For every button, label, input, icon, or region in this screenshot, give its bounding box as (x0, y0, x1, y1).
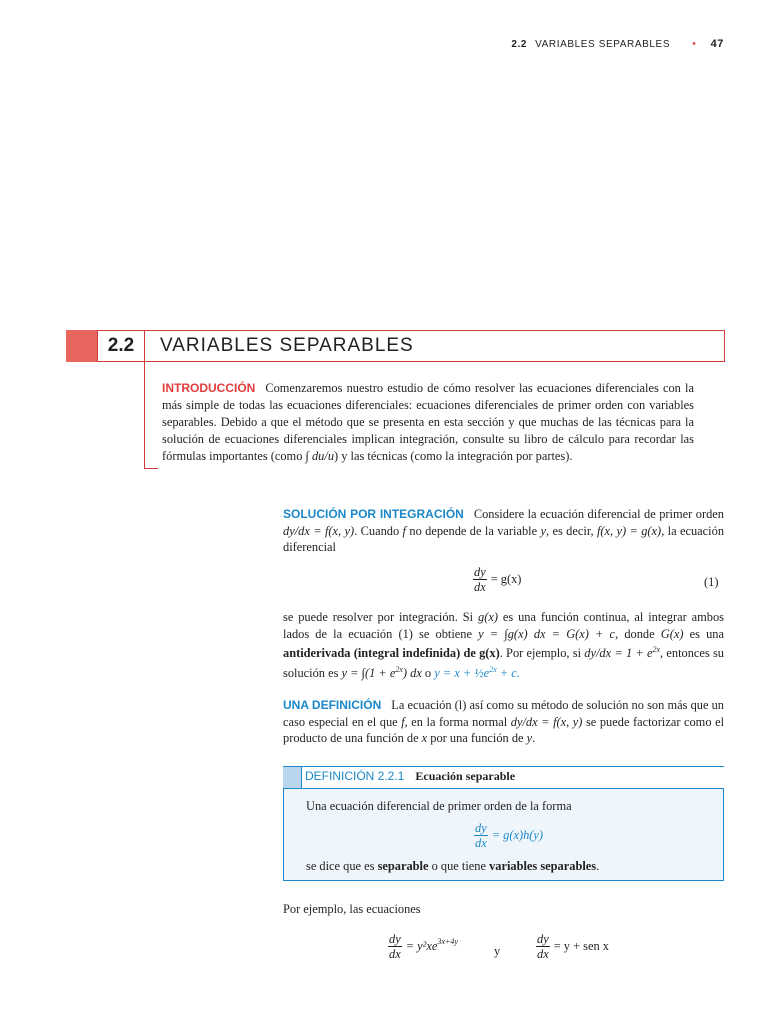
definition-line-1: Una ecuación diferencial de primer orden de la forma (306, 799, 572, 813)
equation-1 (473, 565, 521, 594)
definition-label: DEFINICIÓN 2.2.1 (305, 769, 405, 783)
examples-connector: y (494, 944, 501, 958)
equation-rhs: = y²xe (405, 939, 438, 953)
math: y (526, 731, 533, 745)
intro-text: Comenzaremos nuestro estudio de cómo resolver las ecuaciones diferenciales con la más simple de todas las ecuaciones diferenciales: ecuaciones diferenciales de primer orden con variables separables. Debido a que el método que se presenta en esta sección y que muchas de las técnicas para la solución de ecuaciones diferenciales implican integración, consulte su libro de cálculo para recordar las fórmulas importantes (como (162, 381, 694, 463)
page-number: 47 (710, 38, 724, 50)
text: se dice que es (306, 859, 378, 873)
example-equation-1 (388, 932, 458, 961)
equation-rhs: = g(x)h(y) (491, 828, 544, 842)
definition-box (283, 788, 724, 881)
fraction-denominator: dx (537, 947, 549, 961)
bold-term: antiderivada (integral indefinida) de g(x) (283, 646, 500, 661)
solucion-var: y (540, 523, 546, 538)
definition-equation (474, 821, 543, 850)
math: dy/dx = 1 + e (584, 646, 653, 661)
equation-label: (1) (704, 575, 719, 589)
intro-text-end: ) y las técnicas (como la integración por partes). (334, 449, 573, 463)
solucion-expr: f(x, y) = g(x) (596, 523, 662, 538)
bullet-icon: • (692, 38, 697, 50)
intro-formula: ∫ du/u (305, 449, 335, 463)
math: y = ∫(1 + e (341, 665, 396, 680)
text: . (596, 859, 600, 873)
solucion-text: Considere la ecuación diferencial de primer orden (473, 507, 724, 521)
solucion-paragraph (283, 506, 724, 556)
fraction-denominator: dx (474, 580, 486, 594)
definition-header (283, 766, 724, 788)
definition-tab (283, 767, 302, 788)
integration-paragraph (283, 609, 724, 681)
math-sup: 2x (652, 645, 661, 654)
math: g(x) (478, 610, 498, 624)
text: se puede factorizar como el producto de una función de (283, 714, 725, 745)
text: , entonces su solución es (283, 646, 724, 680)
section-marker (66, 330, 97, 362)
fraction-numerator: dy (389, 932, 401, 946)
math: G(x) (660, 626, 684, 641)
solucion-heading: SOLUCIÓN POR INTEGRACIÓN (283, 507, 464, 521)
intro-paragraph (162, 380, 694, 465)
definicion-paragraph (283, 697, 724, 747)
definition-line-2 (306, 859, 599, 874)
running-header (511, 38, 724, 50)
fraction-denominator: dx (389, 947, 401, 961)
fraction-denominator: dx (475, 836, 487, 850)
text: , donde (615, 626, 661, 641)
solucion-var: f (402, 523, 406, 538)
solucion-text: , es decir, (546, 523, 597, 538)
text: es una (683, 626, 724, 641)
fraction-numerator: dy (475, 821, 487, 835)
section-number: 2.2 (97, 330, 145, 362)
math: y = ∫g(x) dx = G(x) + c (478, 626, 616, 641)
math: dy/dx = f(x, y) (510, 714, 583, 729)
math: f (401, 714, 405, 729)
section-divider-end (144, 468, 158, 469)
math-sup: 3x+4y (437, 937, 458, 946)
equation-fraction (388, 932, 402, 961)
math: ) dx (402, 665, 422, 680)
math-sup: 2x (395, 664, 403, 674)
solucion-text: , la ecuación diferencial (283, 523, 725, 554)
definition-title-row (305, 769, 515, 784)
math-sup: 2x (489, 664, 497, 674)
definition-title: Ecuación separable (415, 769, 516, 783)
text: o (421, 665, 435, 680)
running-section-title: VARIABLES SEPARABLES (535, 38, 671, 50)
equation-fraction (473, 565, 487, 594)
math-highlight: y = x + ½e (434, 665, 490, 680)
equation-fraction (536, 932, 550, 961)
math-highlight: + c. (496, 665, 520, 680)
text: , en la forma normal (404, 714, 511, 729)
text: por una función de (427, 731, 527, 745)
equation-fraction (474, 821, 488, 850)
section-title: VARIABLES SEPARABLES (144, 330, 725, 362)
math: x (421, 731, 428, 745)
text: es una función continua, al integrar ambos lados de la ecuación (1) se obtiene (283, 610, 725, 641)
example-equation-2 (536, 932, 609, 961)
text: . (532, 731, 536, 745)
intro-heading: INTRODUCCIÓN (162, 381, 256, 395)
text: o que tiene (428, 859, 490, 873)
equation-rhs: = g(x) (490, 572, 522, 586)
solucion-text: . Cuando (354, 523, 403, 538)
bold-term: variables separables (489, 859, 597, 873)
solucion-expr: dy/dx = f(x, y) (283, 523, 355, 538)
running-section-number: 2.2 (511, 38, 528, 50)
section-divider (144, 361, 145, 469)
definicion-heading: UNA DEFINICIÓN (283, 698, 382, 712)
equation-rhs: = y + sen x (553, 939, 609, 953)
fraction-numerator: dy (537, 932, 549, 946)
text: se puede resolver por integración. Si (283, 610, 478, 624)
bold-term: separable (377, 859, 429, 873)
text: La ecuación (l) así como su método de solución no son más que un caso especial en el que (283, 698, 724, 729)
examples-intro: Por ejemplo, las ecuaciones (283, 902, 421, 916)
solucion-text: no depende de la variable (406, 523, 541, 538)
text: . Por ejemplo, si (499, 646, 585, 661)
fraction-numerator: dy (474, 565, 486, 579)
